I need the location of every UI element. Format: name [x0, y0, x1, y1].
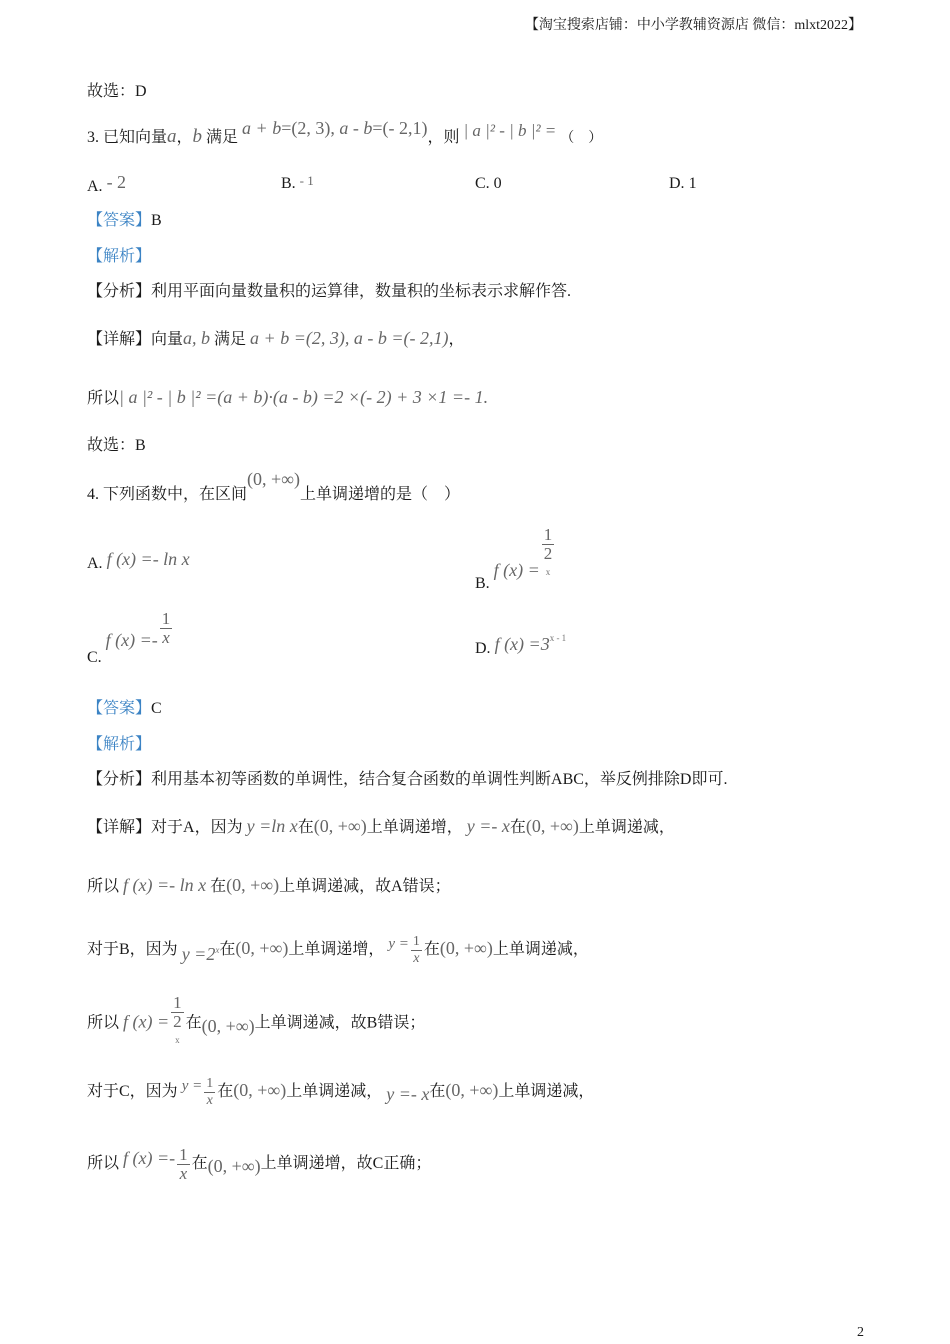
q4-answer	[87, 698, 162, 720]
answer-tag: 【答案】	[87, 212, 152, 229]
fenxi-tag: 【分析】	[87, 771, 152, 788]
interval: (0, +∞)	[207, 1156, 261, 1176]
detail-formula: f (x) =	[123, 1011, 170, 1032]
detail-text: 在	[210, 878, 227, 895]
option-label: C.	[87, 649, 102, 667]
q4-fenxi	[87, 769, 727, 791]
q3-cond-diff: a - b	[339, 118, 373, 138]
detail-cond: a + b =(2, 3), a - b =(- 2,1)	[250, 328, 449, 348]
option-label: C.	[475, 175, 490, 192]
q4-stem	[87, 469, 461, 506]
detail-text: 所以	[87, 1014, 120, 1032]
detail-text: 上单调递减，故B错误；	[254, 1014, 426, 1032]
detail-text: 满足	[214, 331, 247, 348]
option-value: 1	[688, 175, 697, 192]
q3-vec-a: a	[167, 126, 177, 147]
detail-fraction	[204, 1076, 215, 1109]
option-formula: f (x) =3	[494, 634, 550, 654]
option-value: - 2	[106, 172, 127, 192]
option-label: B.	[475, 574, 490, 592]
detail-text: 对于B，因为	[87, 941, 178, 958]
q3-option-d	[669, 175, 697, 193]
option-fraction	[160, 610, 173, 647]
detail-fraction	[171, 994, 184, 1054]
fraction-num: 1	[206, 1075, 214, 1091]
detail-text: 在	[191, 1155, 208, 1172]
fraction-den: 2 $^x$	[173, 1012, 182, 1045]
detail-text: 在	[217, 1083, 234, 1100]
fenxi-text: 利用平面向量数量积的运算律，数量积的坐标表示求解作答.	[151, 283, 572, 300]
answer-tag: 【答案】	[87, 700, 152, 717]
answer-value: C	[151, 700, 162, 717]
fraction-num: 1	[412, 933, 420, 949]
detail-text: 上单调递减，	[286, 1083, 383, 1100]
detail-fraction	[411, 934, 422, 967]
q3-detail	[87, 327, 464, 351]
q4-option-c	[87, 609, 174, 667]
fraction-den: x	[162, 628, 170, 647]
detail-text: 上单调递增，	[366, 819, 463, 836]
detail-fraction	[177, 1146, 190, 1183]
detail-text: 上单调递增，	[288, 941, 385, 958]
detail-text: 所以	[87, 1155, 120, 1172]
detail-formula: y =	[388, 936, 409, 952]
answer-value: B	[151, 212, 162, 229]
q3-answer	[87, 210, 162, 232]
q3-so	[87, 386, 488, 410]
q3-option-c	[475, 175, 502, 193]
q4-analysis-tag: 【解析】	[87, 736, 152, 753]
fenxi-tag: 【分析】	[87, 283, 152, 300]
fraction-num: 1	[161, 609, 171, 628]
detail-text: 所以	[87, 878, 120, 895]
detail-text: 上单调递增，故C正确；	[260, 1155, 432, 1172]
interval: (0, +∞)	[313, 816, 367, 836]
option-label: A.	[87, 555, 103, 572]
option-label: B.	[281, 175, 296, 192]
q4-detail-line6	[87, 1138, 431, 1186]
detail-formula: y =- x	[466, 816, 510, 836]
detail-formula: f (x) =- ln x	[123, 875, 207, 895]
option-sup: x - 1	[549, 632, 567, 643]
q3-option-a	[87, 172, 127, 196]
q3-paren: （ ）	[560, 131, 603, 146]
q3-cond-sum-val: =(2, 3)	[281, 118, 331, 138]
q3-stem-a: 已知向量	[103, 129, 168, 146]
interval: (0, +∞)	[439, 938, 493, 958]
fraction-den: 2 $^x$	[543, 544, 553, 577]
fraction-den: x	[179, 1163, 188, 1183]
option-label: D.	[475, 640, 491, 657]
q3-comma: ，	[176, 129, 193, 146]
detail-formula: y =ln x	[246, 816, 298, 836]
option-value: 0	[493, 175, 502, 192]
so-expr: | a |² - | b |² =(a + b)·(a - b) =2 ×(- 2) + 3 ×1 =- 1.	[119, 387, 489, 407]
option-label: A.	[87, 178, 103, 195]
detail-text: 在	[297, 819, 314, 836]
q4-option-a	[87, 549, 190, 573]
detail-text: 对于C，因为	[87, 1083, 178, 1100]
detail-text: ，	[448, 331, 465, 348]
q4-stem-b: 上单调递增的是（ ）	[300, 486, 461, 503]
interval: (0, +∞)	[235, 938, 289, 958]
detail-text: 在	[219, 941, 236, 958]
q3-stem-c: ，则	[427, 129, 460, 146]
fraction-den: x	[206, 1092, 213, 1108]
q4-detail-line5	[87, 1066, 594, 1114]
interval: (0, +∞)	[233, 1080, 287, 1100]
q3-cond-sum: a + b	[242, 118, 282, 138]
detail-text: 上单调递减，	[498, 1083, 595, 1100]
page-header: 【淘宝搜索店铺：中小学教辅资源店 微信：mlxt2022】	[524, 18, 862, 33]
detail-text: 上单调递减，	[578, 819, 675, 836]
fraction-num: 1	[179, 1144, 188, 1164]
q3-number: 3.	[87, 129, 99, 146]
q4-option-b	[475, 525, 556, 592]
q3-choose: 故选：B	[87, 437, 146, 454]
q3-stem-b: 满足	[206, 129, 239, 146]
detail-text: 向量	[151, 331, 184, 348]
q3-option-b	[281, 175, 314, 193]
detail-text: 上单调递减，	[492, 941, 589, 958]
detail-formula: y =	[181, 1078, 203, 1094]
detail-text: 对于A，因为	[151, 819, 243, 836]
interval: (0, +∞)	[445, 1080, 499, 1100]
detail-vec: a, b	[183, 328, 211, 348]
q4-detail-line4	[87, 993, 426, 1045]
option-formula: f (x) =	[493, 559, 540, 580]
fraction-num: 1	[543, 525, 553, 544]
interval: (0, +∞)	[226, 875, 280, 895]
q4-interval: (0, +∞)	[247, 469, 300, 489]
interval: (0, +∞)	[525, 816, 579, 836]
q3-stem: 3. 已知向量a，b 满足 a + b=(2, 3), a - b=(- 2,1)，则 | a |² - | b |² = （ ）	[87, 118, 603, 147]
q4-detail-line3	[87, 924, 589, 964]
detail-text: 在	[423, 941, 440, 958]
detail-text: 在	[185, 1014, 202, 1032]
option-formula: f (x) =-	[105, 630, 158, 651]
q4-detail-line1	[87, 815, 675, 839]
detail-text: 上单调递减，故A错误；	[279, 878, 451, 895]
detail-text: 在	[429, 1083, 446, 1100]
q4-option-d	[475, 632, 567, 658]
fraction-num: 1	[173, 993, 182, 1012]
prev-choice: 故选：D	[87, 83, 147, 100]
detail-tag: 【详解】	[87, 331, 152, 348]
q4-stem-a: 下列函数中，在区间	[103, 486, 248, 503]
fraction-den: x	[413, 950, 420, 966]
option-formula: f (x) =- ln x	[106, 549, 190, 569]
q3-vec-b: b	[192, 126, 203, 147]
page-number: 2	[857, 1325, 864, 1340]
q4-number: 4.	[87, 486, 99, 503]
detail-formula: f (x) =-	[123, 1148, 176, 1168]
q3-cond-diff-val: =(- 2,1)	[372, 118, 428, 138]
option-label: D.	[669, 175, 685, 192]
detail-formula: $y =2^x$	[181, 944, 220, 964]
interval: (0, +∞)	[201, 1015, 255, 1036]
q4-detail-line2	[87, 874, 451, 898]
detail-text: 在	[509, 819, 526, 836]
option-fraction	[542, 526, 555, 586]
q3-expr: | a |² - | b |² =	[463, 121, 557, 140]
fenxi-text: 利用基本初等函数的单调性，结合复合函数的单调性判断ABC，举反例排除D即可.	[151, 771, 728, 788]
so-text: 所以	[87, 390, 120, 407]
detail-tag: 【详解】	[87, 819, 152, 836]
q3-analysis-tag: 【解析】	[87, 248, 152, 265]
q3-fenxi	[87, 281, 571, 303]
detail-formula: y =- x	[386, 1084, 430, 1104]
option-value: - 1	[299, 173, 314, 188]
